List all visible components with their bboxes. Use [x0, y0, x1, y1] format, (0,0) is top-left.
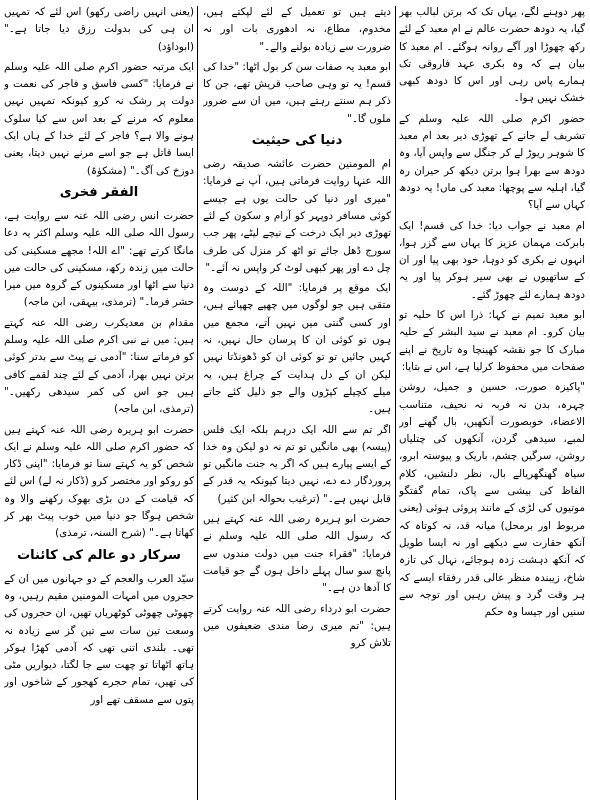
column-middle [203, 4, 391, 802]
paragraph: حضرت ابو ہریرہ رضی اللہ عنہ کہتے ہیں کہ حضور اکرم صلی اللہ علیہ وسلم نے ایک شخص کو یہ کہتے سنا تو فرمایا: "اپنی ڈکار کو روکو اور مختصر کرو (ڈکار نہ لے) اس لئے کہ قیامت کے دن بڑی بھوک رکھنے والا وہ شخص ہوگا جو دنیا میں خوب پیٹ بھر کر کھاتا ہے۔" (شرح السنہ، ترمذی) [4, 423, 194, 540]
paragraph: ابو معبد تمیم نے کہا: ذرا اس کا حلیہ تو بیان کرو۔ ام معبد نے سید البشر کے حلیہ مبارک کا جو نقشہ کھینچا وہ تاریخ نے اپنے صفحات میں محفوظ کرلیا ہے، اس نے بتایا: [399, 309, 585, 373]
section-heading: الفقر فخری [59, 184, 139, 200]
paragraph: حضرت انس رضی اللہ عنہ سے روایت ہے، رسول اللہ صلی اللہ علیہ وسلم اکثر یہ دعا مانگا کرتے تھے: "اے اللہ! مجھے مسکینی کی حالت میں زندہ رکھ، مسکینی کی حالت میں دنیا سے اٹھا اور مسکینوں کے گروہ میں میرا حشر فرما۔" (ترمذی، بیہقی، ابن ماجہ) [4, 209, 194, 309]
paragraph: ام المومنین حضرت عائشہ صدیقہ رضی اللہ عنہا روایت فرماتی ہیں، آپ نے فرمایا: "میری اور دنیا کی حالت یوں ہے جیسے کوئی مسافر دوپہر کو آرام و سکون کے لئے تھوڑی دیر ایک درخت کے نیچے لیٹے، پھر جب سورج ڈھل جائے تو اٹھ کر منزل کی طرف چل دے اور پھر کبھی لوٹ کر واپس نہ آئے۔" [203, 158, 391, 274]
column-right [399, 4, 585, 802]
paragraph: ام معبد نے جواب دیا: خدا کی قسم! ایک بابرکت مہمان عزیز کا یہاں سے گزر ہوا، انہوں نے بکری کو دوہا، خود بھی پیا اور ان کے ساتھیوں نے بھی سیر ہوکر پیا اور یہ دودھ ہمارے لئے چھوڑ گئے۔ [399, 219, 585, 301]
paragraph: پھر دوہنے لگے، یہاں تک کہ برتن لبالب بھر گیا، یہ دودھ حضرت عالم نے ام معبد کے لئے رکھ چھوڑا اور آگے روانہ ہوگئے۔ ام معبد کا بیان ہے کہ وہ بکری عہد فاروقی تک ہمارے پاس رہی اور اس کا دودھ کبھی خشک نہیں ہوا۔ [399, 6, 585, 105]
paragraph: حضرت ابو درداء رضی اللہ عنہ روایت کرتے ہیں: "تم میری رضا مندی ضعیفوں میں تلاش کرو [203, 602, 391, 650]
paragraph: مقدام بن معدیکرب رضی اللہ عنہ کہتے ہیں: میں نے نبی اکرم صلی اللہ علیہ وسلم کو فرماتے سنا: "آدمی نے پیٹ سے بدتر کوئی برتن نہیں بھرا، آدمی کے لئے چند لقمے کافی ہیں جو اس کی کمر سیدھی رکھیں۔" (ترمذی، ابن ماجہ) [4, 316, 194, 416]
paragraph: ابو معبد یہ صفات سن کر بول اٹھا: "خدا کی قسم! یہ تو وہی صاحب قریش تھے، جن کا ذکر ہم سنتے رہتے ہیں، میں ان سے ضرور ملوں گا۔" [203, 60, 391, 125]
paragraph: حضور اکرم صلی اللہ علیہ وسلم کے تشریف لے جانے کے تھوڑی دیر بعد ام معبد کا شوہر ریوڑ لے کر جنگل سے واپس آیا، وہ دودھ سے بھرا ہوا برتن دیکھ کر حیران رہ گیا، اہلیہ سے پوچھا: معبد کی ماں! یہ دودھ کہاں سے آیا؟ [399, 112, 585, 212]
paragraph: (یعنی انہیں راضی رکھو) اس لئے کہ تمہیں ان ہی کی بدولت رزق دیا جاتا ہے۔" (ابوداؤد) [4, 6, 194, 53]
paragraph: ایک مرتبہ حضور اکرم صلی اللہ علیہ وسلم نے فرمایا: "کسی فاسق و فاجر کی نعمت و دولت پر رشک نہ کرو کیونکہ تمہیں نہیں معلوم کہ مرنے کے بعد اس سے کیا سلوک ہونے والا ہے؟ فاجر کے لئے خدا کے ہاں ایک ایسا قاتل ہے جو اسے مرنے نہیں دیتا، یعنی دوزخ کی آگ۔" (مشکوٰۃ) [4, 60, 194, 177]
section-heading: سرکار دو عالم کی کائنات [17, 547, 181, 563]
paragraph: دیتے ہیں تو تعمیل کے لئے لپکتے ہیں، مخدوم، مطاع، نہ ادھوری بات اور نہ ضرورت سے زیادہ بولنے والے۔" [203, 6, 391, 53]
column-left [4, 4, 194, 802]
section-heading: دنیا کی حیثیت [251, 133, 343, 149]
paragraph: ایک موقع پر فرمایا: "اللہ کے دوست وہ متقی ہیں جو لوگوں میں چھپے چھپائے ہیں، اور کسی گنتی میں نہیں آتے، مجمع میں ہوں تو کوئی ان کا پرسان حال نہیں، نہ کہیں جائیں تو تو کوئی ان کو ڈھونڈتا نہیں لیکن ان کے دل ہدایت کے چراغ ہیں، یہ میلے کچیلے کپڑوں والے جو ذلیل کئے جاتے ہیں۔ [203, 282, 391, 416]
paragraph: اگر تم سے اللہ ایک درہم بلکہ ایک فلس (پیسہ) بھی مانگیں تو تم نہ دو لیکن وہ خدا کے ایسے پیارے ہیں کہ اگر یہ جنت مانگیں تو پروردگار دے دے، نہیں دیتا کیونکہ یہ قدر کے قابل نہیں ہے۔" (ترغیب بحوالہ ابن کثیر) [203, 423, 391, 505]
column-divider [197, 6, 198, 800]
column-divider [395, 6, 396, 800]
paragraph: سیّد العرب والعجم کے دو جہانوں میں ان کے حجروں میں امہات المومنین مقیم رہیں، وہ چھوٹی چھوٹی کوٹھریاں تھیں، ان حجروں کی وسعت تین سات سے تین گز سے زیادہ نہ تھی۔ بلندی اتنی تھی کہ آدمی کھڑا ہوکر ہاتھ اٹھاتا تو چھت سے جا لگتا، دیواریں مٹی کی تھیں، تمام حجرے کھجور کے شاخوں اور پتوں سے مسقف تھے اور [4, 572, 194, 706]
paragraph: حضرت ابو ہریرہ رضی اللہ عنہ کہتے ہیں کہ رسول اللہ صلی اللہ علیہ وسلم نے فرمایا: "فقراء جنت میں دولت مندوں سے پانچ سو سال پہلے داخل ہوں گے جو قیامت کا آدھا دن ہے۔" [203, 513, 391, 595]
paragraph: "پاکیزہ صورت، حسین و جمیل، روشن چہرہ، بدن نہ فربہ نہ نحیف، متناسب الاعضاء، خوبصورت آنکھیں، بال گھنے اور لمبے، سیدھی گردن، آنکھوں کی چتلیاں روشن، سرگیں چشم، باریک و پیوستہ ابرو، سیاہ گھنگھریالے بال، نظر دلنشیں، کلام الفاظ کی بیشی سے پاک، تمام گفتگو موتیوں کی لڑی کے مانند پروئی ہوئی (یعنی مربوط اور برمحل) میانہ قد، نہ کوتاہ کہ آنکھ حقارت سے دیکھے اور نہ ایسا طویل کہ آنکھ دہشت زدہ ہوجائے، نہال کی تازہ شاخ، زیبندہ منظر عالی قدر رفقاء ایسے کہ ہر وقت گرد و پیش رہیں اور توجہ سے سنیں اور جیسا وہ حکم [399, 381, 585, 619]
